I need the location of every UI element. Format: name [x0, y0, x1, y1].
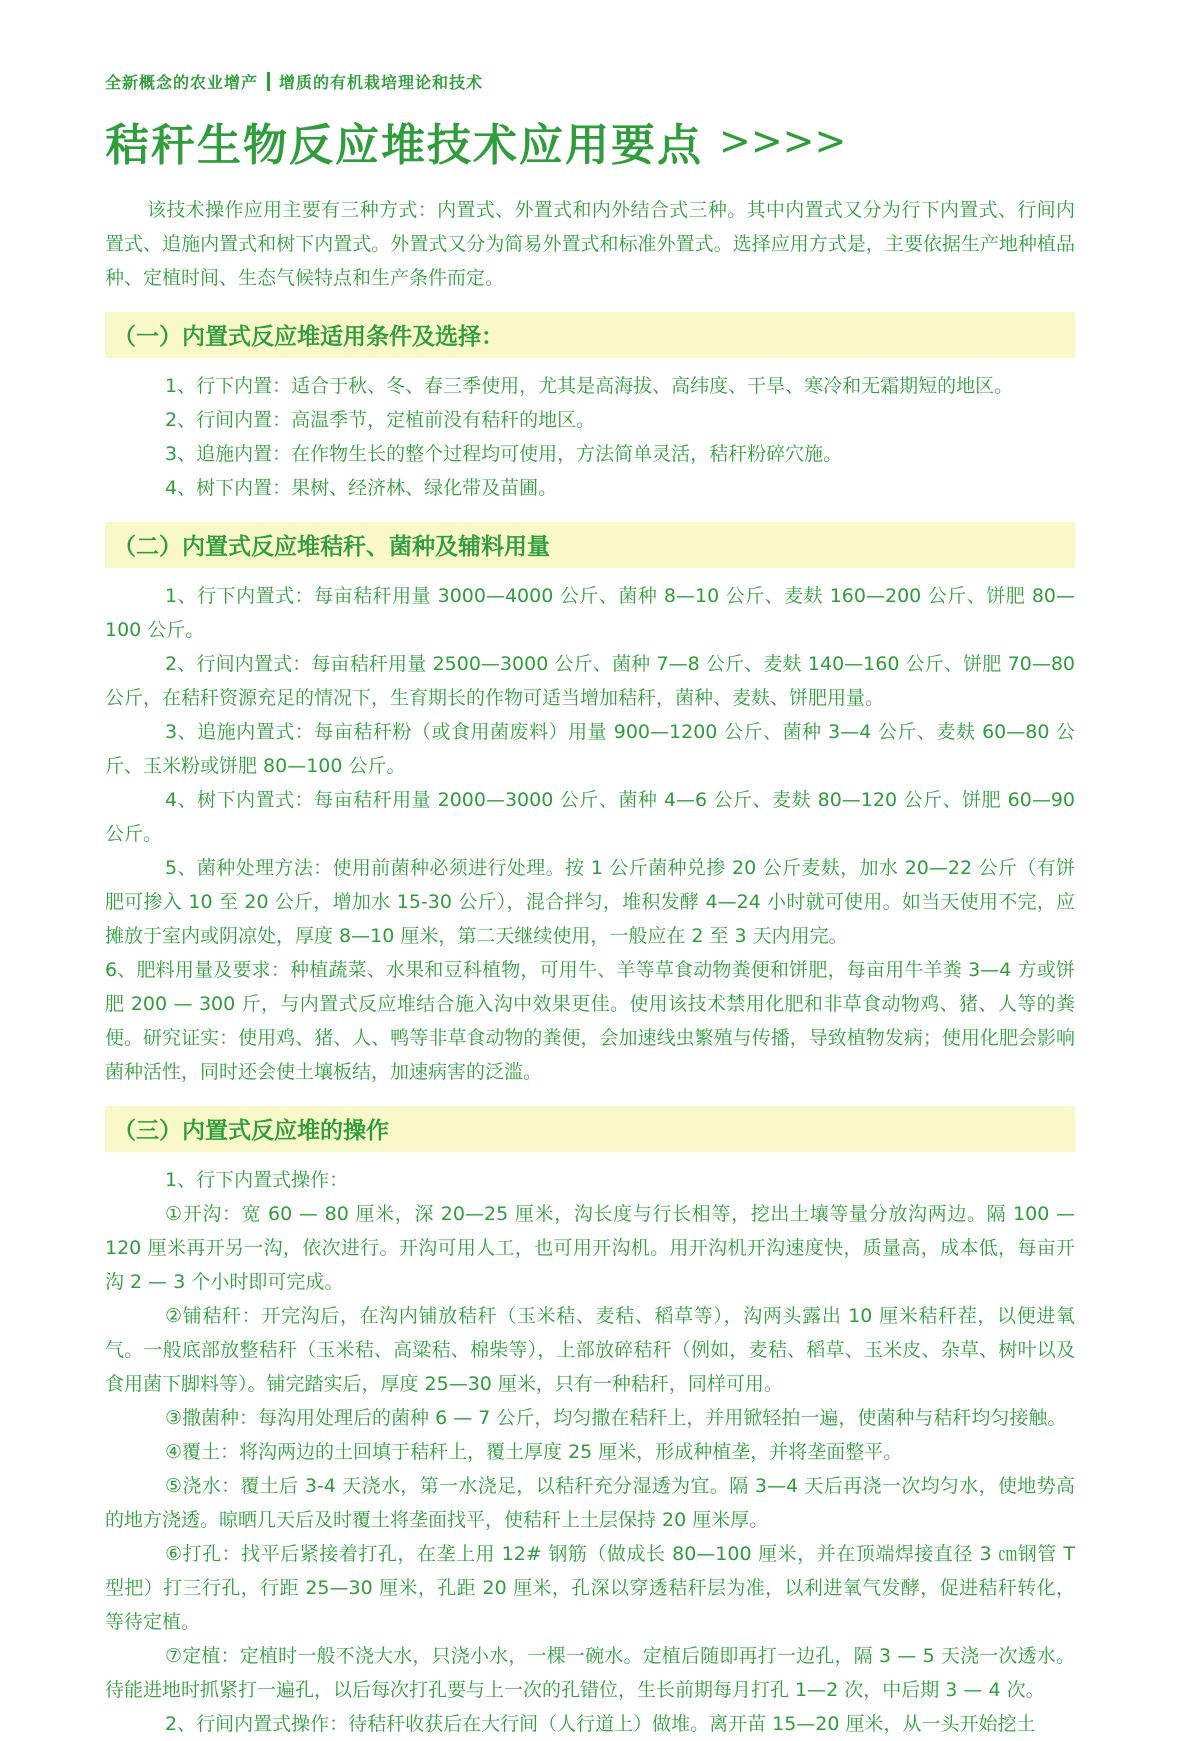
- section2-item-3: 3、追施内置式：每亩秸秆粉（或食用菌废料）用量 900—1200 公斤、菌种 3—4 公斤、麦麸 60—80 公斤、玉米粉或饼肥 80—100 公斤。: [105, 721, 1075, 777]
- page-header: [105, 70, 1075, 93]
- section2-item-6: 6、肥料用量及要求：种植蔬菜、水果和豆科植物，可用牛、羊等草食动物粪便和饼肥，每亩用牛羊粪 3—4 方或饼肥 200 — 300 斤，与内置式反应堆结合施入沟中效果更佳。使用该技术禁用化肥和非草食动物鸡、猪、人等的粪便。研究证实：使用鸡、猪、人、鸭等非草食动物的粪便，会加速线虫繁殖与传播，导致植物发病；使用化肥会影响菌种活性，同时还会使土壤板结，加速病害的泛滥。: [105, 959, 1075, 1083]
- section3-step-3: ③撒菌种：每沟用处理后的菌种 6 — 7 公斤，均匀撒在秸秆上，并用锨轻拍一遍，使菌种与秸秆均匀接触。: [165, 1407, 1067, 1429]
- page-title: [105, 109, 1075, 173]
- header-series-title: 全新概念的农业增产: [105, 73, 259, 92]
- page-title-text: 秸秆生物反应堆技术应用要点: [105, 120, 703, 171]
- section3-step-7: ⑦定植：定植时一般不浇大水，只浇小水，一棵一碗水。定植后随即再打一边孔，隔 3 — 5 天浇一次透水。待能进地时抓紧打一遍孔，以后每次打孔要与上一次的孔错位，生长前期每月打孔 1—2 次，中后期 3 — 4 次。: [105, 1645, 1075, 1701]
- section2-item-5: 5、菌种处理方法：使用前菌种必须进行处理。按 1 公斤菌种兑掺 20 公斤麦麸，加水 20—22 公斤（有饼肥可掺入 10 至 20 公斤，增加水 15-30 公斤），混合拌匀，堆积发酵 4—24 小时就可使用。如当天使用不完，应摊放于室内或阴凉处，厚度 8—10 厘米，第二天继续使用，一般应在 2 至 3 天内用完。: [105, 857, 1075, 947]
- section3-step-5: ⑤浇水：覆土后 3-4 天浇水，第一水浇足，以秸秆充分湿透为宜。隔 3—4 天后再浇一次均匀水，使地势高的地方浇透。晾晒几天后及时覆土将垄面找平，使秸秆上土层保持 20 厘米厚。: [105, 1475, 1075, 1531]
- section-heading-1: （一）内置式反应堆适用条件及选择：: [105, 312, 1075, 358]
- section3-step-title-2: 2、行间内置式操作：待秸秆收获后在大行间（人行道上）做堆。离开苗 15—20 厘米，从一头开始挖土: [165, 1713, 1036, 1735]
- section-heading-3: （三）内置式反应堆的操作: [105, 1106, 1075, 1152]
- chevrons-right-icon: >>>>: [719, 117, 847, 165]
- section1-item-4: 4、树下内置：果树、经济林、绿化带及苗圃。: [165, 477, 558, 499]
- section3-step-2: ②铺秸秆：开完沟后，在沟内铺放秸秆（玉米秸、麦秸、稻草等），沟两头露出 10 厘米秸秆茬，以便进氧气。一般底部放整秸秆（玉米秸、高粱秸、棉柴等），上部放碎秸秆（例如，麦秸、稻草、玉米皮、杂草、树叶以及食用菌下脚料等）。铺完踏实后，厚度 25—30 厘米，只有一种秸秆，同样可用。: [105, 1305, 1075, 1395]
- section2-item-2: 2、行间内置式：每亩秸秆用量 2500—3000 公斤、菌种 7—8 公斤、麦麸 140—160 公斤、饼肥 70—80 公斤，在秸秆资源充足的情况下，生育期长的作物可适当增加秸秆，菌种、麦麸、饼肥用量。: [105, 653, 1075, 709]
- header-subtitle: 增质的有机栽培理论和技术: [279, 73, 484, 92]
- section2-item-4: 4、树下内置式：每亩秸秆用量 2000—3000 公斤、菌种 4—6 公斤、麦麸 80—120 公斤、饼肥 60—90 公斤。: [105, 789, 1075, 845]
- section3-step-4: ④覆土：将沟两边的土回填于秸秆上，覆土厚度 25 厘米，形成种植垄，并将垄面整平。: [165, 1441, 903, 1463]
- section3-step-1: ①开沟：宽 60 — 80 厘米，深 20—25 厘米，沟长度与行长相等，挖出土壤等量分放沟两边。隔 100 — 120 厘米再开另一沟，依次进行。开沟可用人工，也可用开沟机。用开沟机开沟速度快，质量高，成本低，每亩开沟 2 — 3 个小时即可完成。: [105, 1203, 1075, 1293]
- intro-paragraph: 该技术操作应用主要有三种方式：内置式、外置式和内外结合式三种。其中内置式又分为行下内置式、行间内置式、追施内置式和树下内置式。外置式又分为简易外置式和标准外置式。选择应用方式是，主要依据生产地种植品种、定植时间、生态气候特点和生产条件而定。: [105, 199, 1075, 289]
- section3-step-title-1: 1、行下内置式操作：: [165, 1169, 349, 1191]
- section-heading-2: （二）内置式反应堆秸秆、菌种及辅料用量: [105, 522, 1075, 568]
- section2-item-1: 1、行下内置式：每亩秸秆用量 3000—4000 公斤、菌种 8—10 公斤、麦麸 160—200 公斤、饼肥 80—100 公斤。: [105, 585, 1075, 641]
- section1-item-1: 1、行下内置：适合于秋、冬、春三季使用，尤其是高海拔、高纬度、干旱、寒冷和无霜期短的地区。: [165, 375, 1014, 397]
- section3-step-6: ⑥打孔：找平后紧接着打孔，在垄上用 12# 钢筋（做成长 80—100 厘米，并在顶端焊接直径 3 ㎝钢管 T 型把）打三行孔，行距 25—30 厘米，孔距 20 厘米，孔深以穿透秸秆层为准，以利进氧气发酵，促进秸秆转化，等待定植。: [105, 1543, 1075, 1633]
- section1-item-3: 3、追施内置：在作物生长的整个过程均可使用，方法简单灵活，秸秆粉碎穴施。: [165, 443, 843, 465]
- header-divider: [267, 72, 270, 91]
- section1-item-2: 2、行间内置：高温季节，定植前没有秸秆的地区。: [165, 409, 596, 431]
